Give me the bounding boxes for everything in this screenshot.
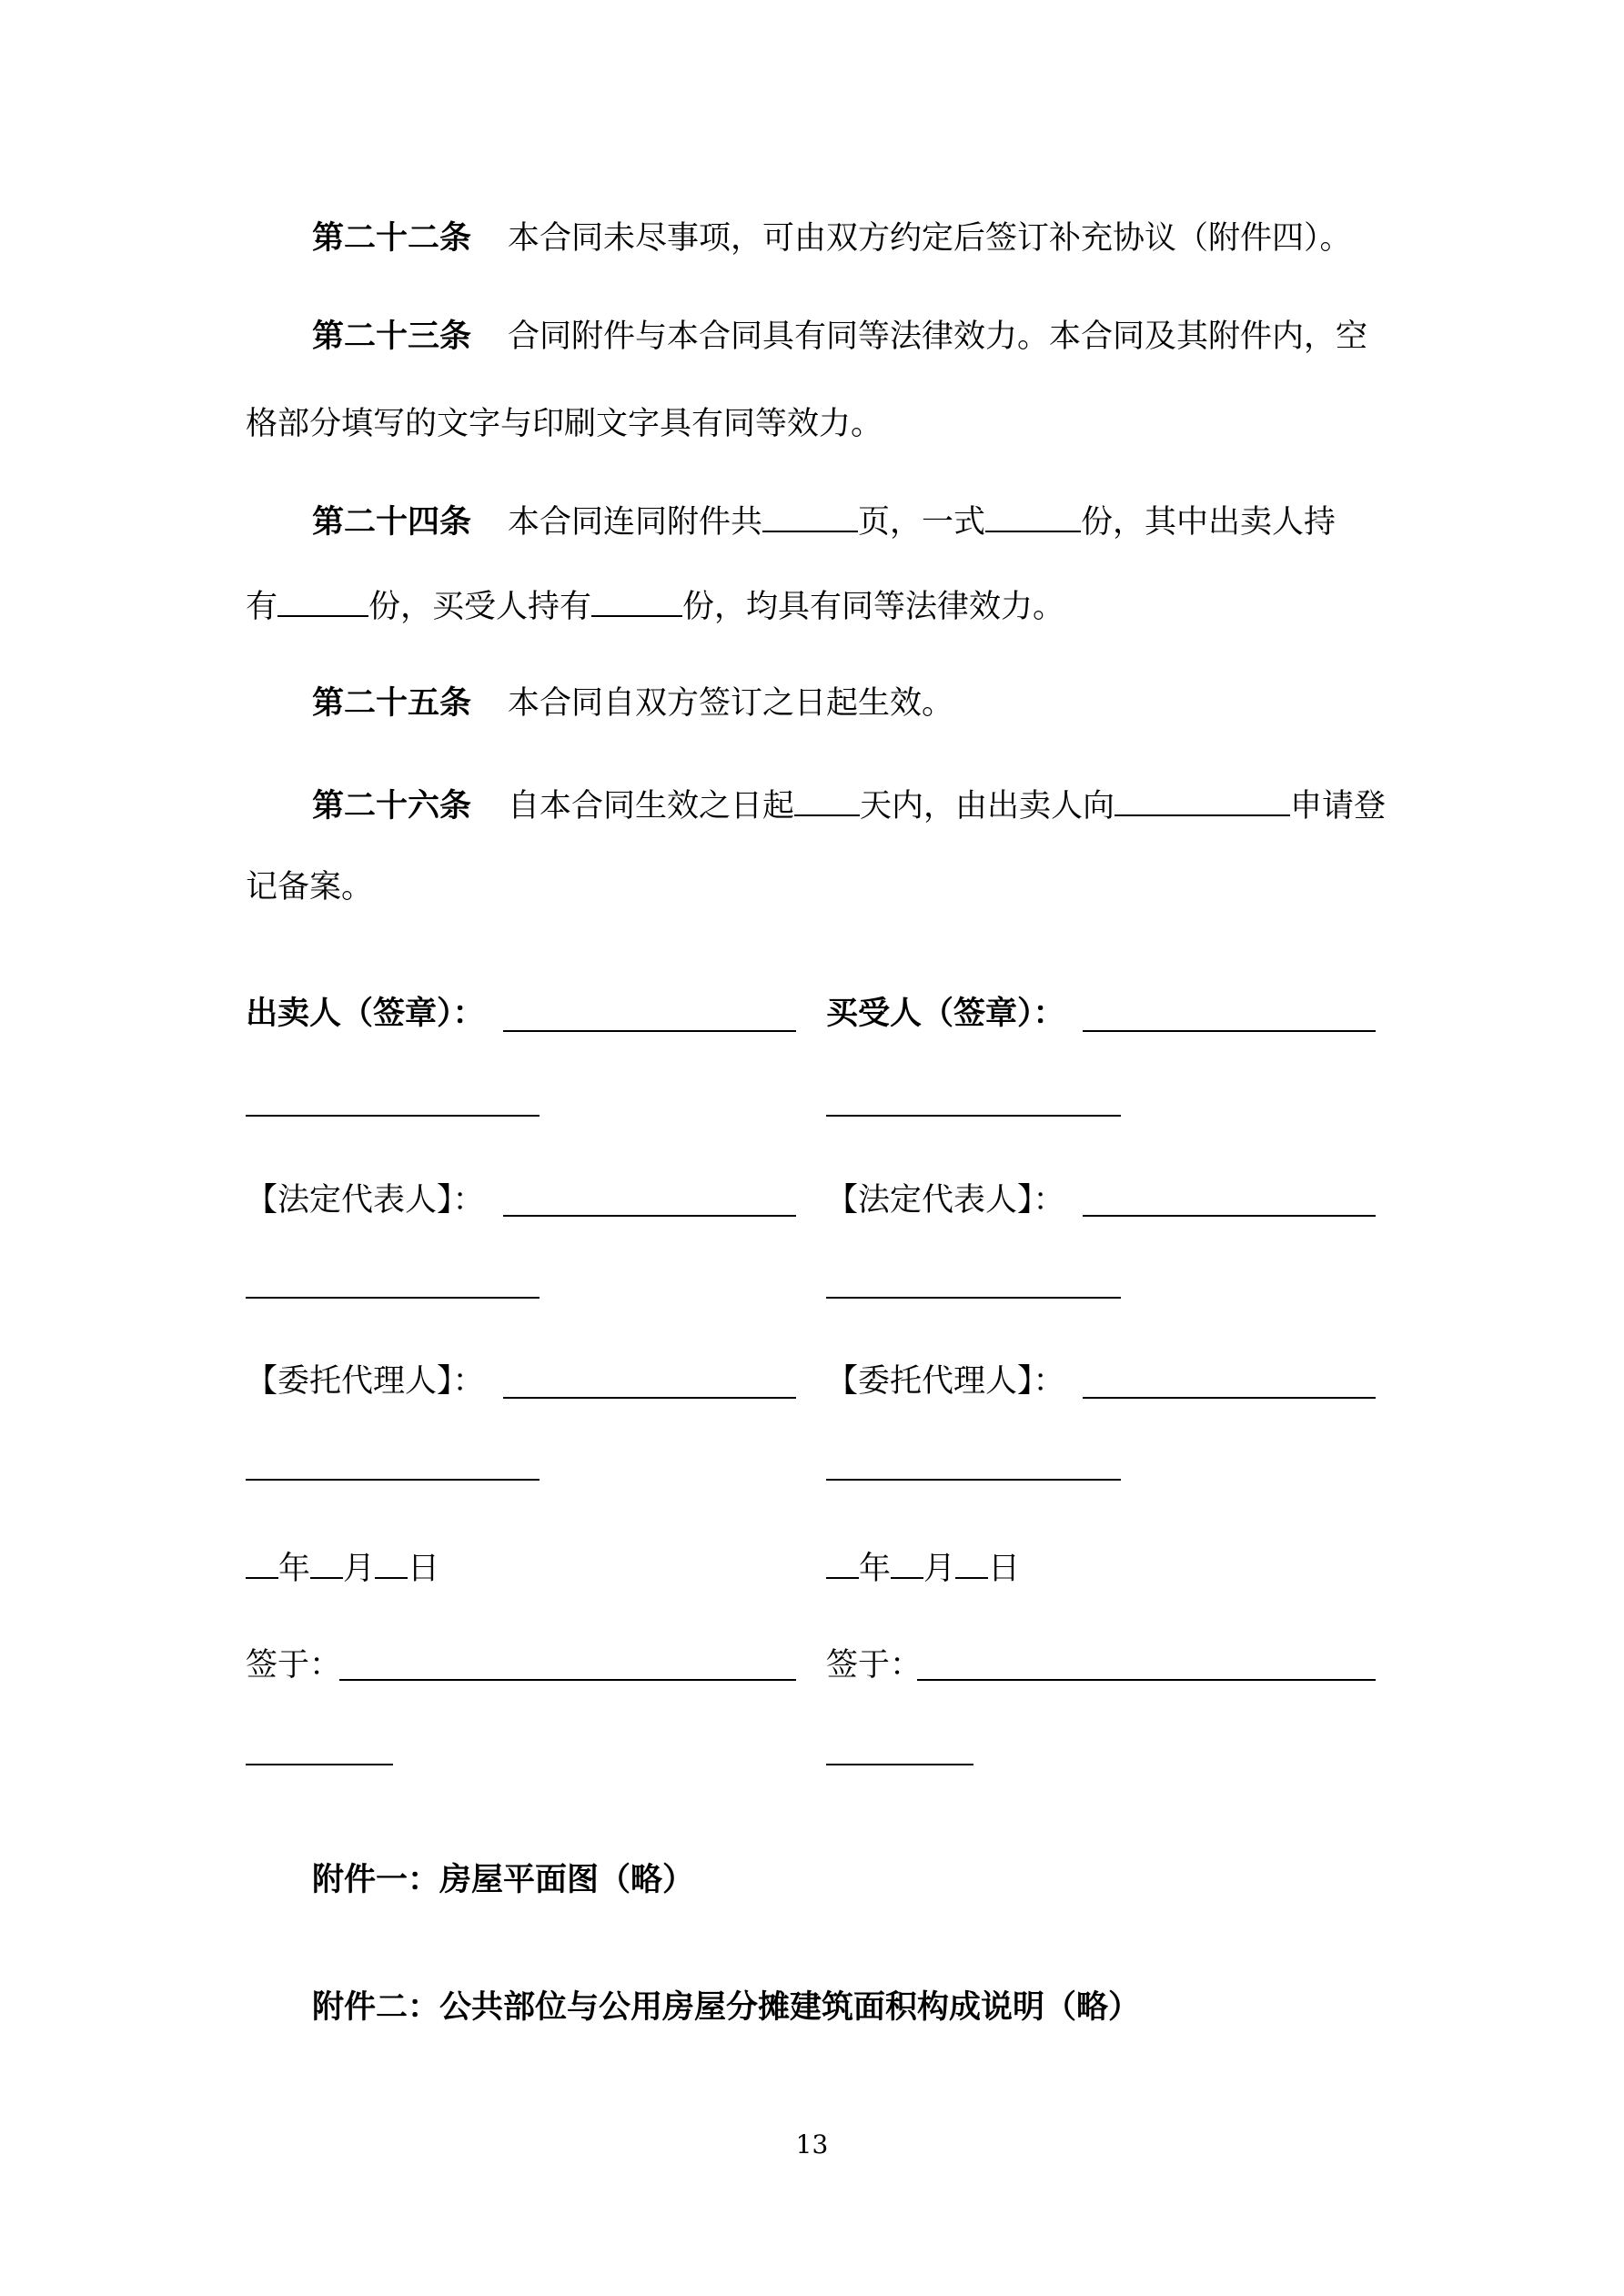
article-25 (312, 683, 953, 723)
day-blank[interactable] (955, 1546, 988, 1579)
seller-sign-field-cont[interactable] (246, 1115, 540, 1117)
year-blank[interactable] (246, 1546, 278, 1579)
seller-agent-field-cont[interactable] (246, 1479, 540, 1481)
article-title: 第二十二条 (312, 220, 472, 257)
month-blank[interactable] (891, 1546, 923, 1579)
article-text: 天内，由出卖人向 (860, 788, 1115, 824)
article-text: 自本合同生效之日起 (508, 788, 795, 824)
buyer-legal-rep-field-cont[interactable] (826, 1297, 1121, 1299)
buyer-agent-field-cont[interactable] (826, 1479, 1121, 1481)
buyer-signed-at-field-cont[interactable] (826, 1764, 973, 1765)
seller-sign-field[interactable] (503, 1030, 796, 1032)
pages-blank[interactable] (762, 500, 858, 532)
article-text: 合同附件与本合同具有同等法律效力。本合同及其附件内，空 (508, 319, 1368, 355)
seller-copies-blank[interactable] (277, 584, 368, 617)
days-blank[interactable] (794, 784, 860, 816)
article-23-cont: 格部分填写的文字与印刷文字具有同等效力。 (246, 406, 883, 442)
article-26 (312, 784, 1386, 824)
article-text: 本合同自双方签订之日起生效。 (508, 685, 954, 722)
month-label: 月 (923, 1551, 956, 1587)
seller-signed-at-label: 签于： (246, 1647, 342, 1684)
buyer-sign-field-cont[interactable] (826, 1115, 1121, 1117)
month-blank[interactable] (310, 1546, 343, 1579)
article-title: 第二十四条 (312, 504, 472, 541)
year-blank[interactable] (826, 1546, 859, 1579)
seller-date (246, 1546, 439, 1586)
article-text: 有 (246, 589, 278, 625)
article-26-cont: 记备案。 (246, 869, 374, 905)
article-title: 第二十六条 (312, 788, 472, 824)
seller-legal-rep-label: 【法定代表人】： (246, 1182, 485, 1219)
seller-signed-at-field[interactable] (339, 1679, 796, 1681)
seller-signed-at-field-cont[interactable] (246, 1764, 393, 1765)
buyer-agent-field[interactable] (1083, 1397, 1376, 1399)
article-title: 第二十三条 (312, 319, 472, 355)
article-title: 第二十五条 (312, 685, 472, 722)
article-24 (312, 500, 1336, 540)
article-text: 申请登 (1290, 788, 1387, 824)
article-text: 份，均具有同等法律效力。 (682, 589, 1065, 625)
buyer-sign-label: 买受人（签章）： (826, 996, 1065, 1032)
buyer-date (826, 1546, 1020, 1586)
seller-legal-rep-field[interactable] (503, 1215, 796, 1217)
copies-blank[interactable] (985, 500, 1081, 532)
seller-agent-field[interactable] (503, 1397, 796, 1399)
attachment-1: 附件一：房屋平面图（略） (312, 1862, 695, 1898)
article-22 (312, 218, 1352, 258)
buyer-legal-rep-field[interactable] (1083, 1215, 1376, 1217)
article-text: 页，一式 (858, 504, 986, 541)
attachment-2: 附件二：公共部位与公用房屋分摊建筑面积构成说明（略） (312, 1989, 1141, 2026)
year-label: 年 (278, 1551, 311, 1587)
buyer-signed-at-label: 签于： (826, 1647, 923, 1684)
buyer-copies-blank[interactable] (591, 584, 682, 617)
month-label: 月 (343, 1551, 376, 1587)
buyer-signed-at-field[interactable] (917, 1679, 1376, 1681)
day-label: 日 (988, 1551, 1021, 1587)
buyer-sign-field[interactable] (1083, 1030, 1376, 1032)
day-blank[interactable] (375, 1546, 408, 1579)
seller-legal-rep-field-cont[interactable] (246, 1297, 540, 1299)
article-text: 本合同连同附件共 (508, 504, 763, 541)
seller-sign-label: 出卖人（签章）： (246, 996, 485, 1032)
seller-agent-label: 【委托代理人】： (246, 1363, 485, 1400)
article-text: 份，买受人持有 (368, 589, 592, 625)
buyer-agent-label: 【委托代理人】： (826, 1363, 1065, 1400)
article-text: 份，其中出卖人持 (1081, 504, 1337, 541)
year-label: 年 (859, 1551, 892, 1587)
buyer-legal-rep-label: 【法定代表人】： (826, 1182, 1065, 1219)
page-number: 13 (795, 2129, 829, 2159)
article-23 (312, 317, 1367, 357)
article-text: 本合同未尽事项，可由双方约定后签订补充协议（附件四）。 (508, 220, 1352, 257)
article-24-cont (246, 584, 1064, 624)
registry-blank[interactable] (1115, 784, 1290, 816)
day-label: 日 (408, 1551, 440, 1587)
